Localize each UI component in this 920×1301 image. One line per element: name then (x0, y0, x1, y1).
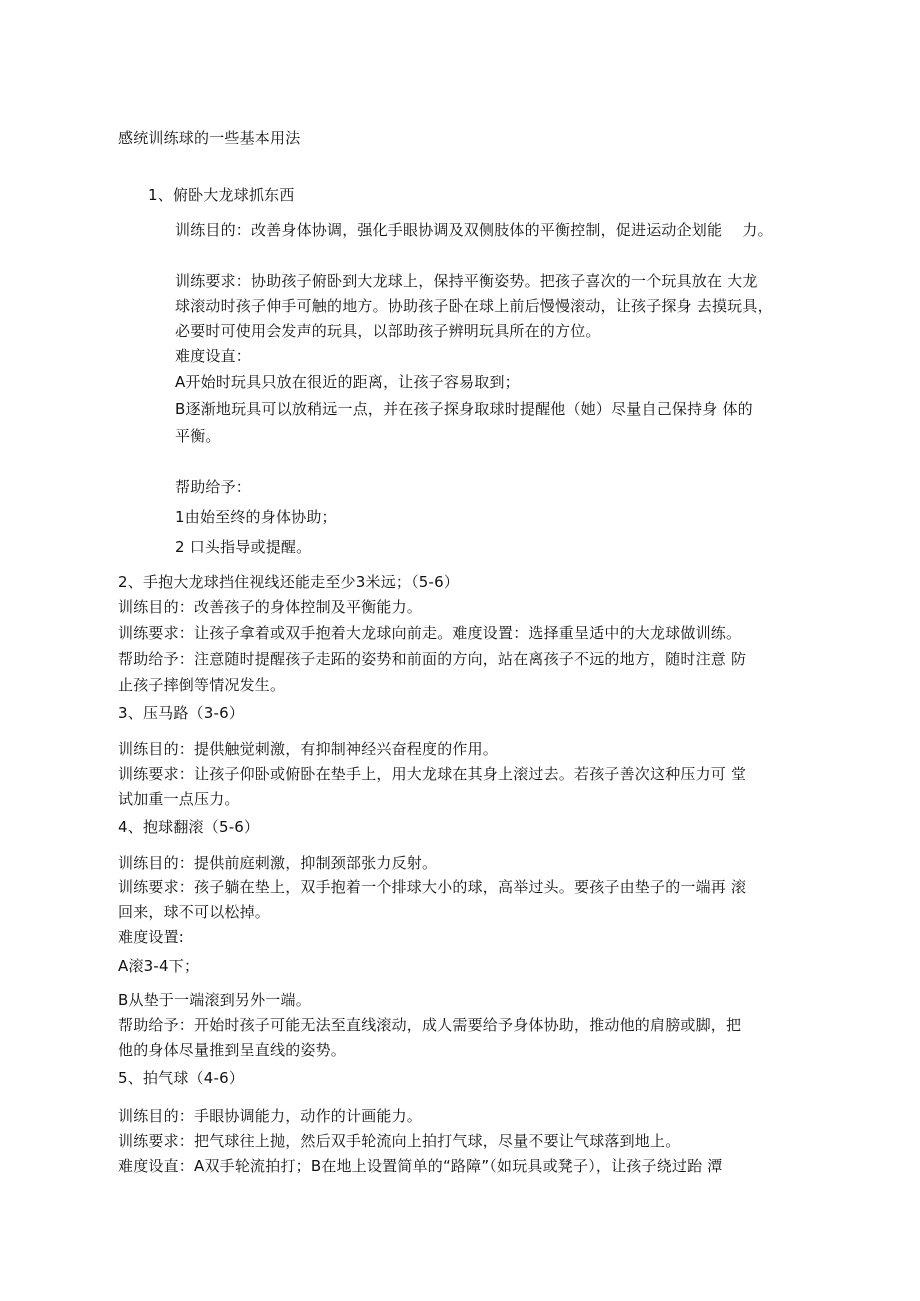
section-3-requirement-line-1: 训练要求：让孩子仰卧或俯卧在垫手上，用大龙球在其身上滚过去。若孩子善次这种压力可 堂 (118, 765, 747, 783)
section-4-difficulty-a: A滚3-4下； (118, 957, 200, 975)
section-5-heading: 5、拍气球（4-6） (118, 1069, 245, 1087)
section-5-requirement: 训练要求：把气球往上抛，然后双手轮流向上拍打气球，尽量不要让气球落到地上。 (118, 1132, 681, 1150)
section-3-purpose: 训练目的：提供触觉刺激，有抑制神经兴奋程度的作用。 (118, 740, 499, 758)
section-1-requirement-line-1: 训练要求：协助孩子俯卧到大龙球上，保持平衡姿势。把孩子喜次的一个玩具放在 大龙 (175, 272, 758, 290)
section-4-requirement-line-2: 回来，球不可以松掉。 (118, 903, 271, 921)
section-1-requirement-line-3: 必要时可使用会发声的玩具，以部助孩子辨明玩具所在的方位。 (175, 322, 601, 340)
section-3-requirement-line-2: 试加重一点压力。 (118, 790, 240, 808)
section-4-heading: 4、抱球翻滚（5-6） (118, 818, 260, 836)
section-4-help-line-1: 帮助给予：开始时孩子可能无法至直线滚动，成人需要给予身体协助，推动他的肩膀或脚，把 (118, 1016, 742, 1034)
section-1-difficulty-label: 难度设直： (175, 347, 252, 365)
section-1-help-label: 帮助给予： (175, 478, 252, 496)
section-4-purpose: 训练目的：提供前庭刺激，抑制颈部张力反射。 (118, 854, 438, 872)
section-4-difficulty-b: B从垫于一端滚到另外一端。 (118, 991, 311, 1009)
section-1-difficulty-b-line-2: 平衡。 (175, 427, 221, 445)
section-1-difficulty-b-line-1: B逐渐地玩具可以放稍远一点，并在孩子探身取球时提醒他（她）尽量自己保持身 体的 (175, 400, 753, 418)
section-3-heading: 3、压马路（3-6） (118, 704, 245, 722)
section-5-difficulty: 难度设直：A双手轮流拍打；B在地上设置简单的“路障”（如玩具或凳子），让孩子绕过跆 潭 (118, 1157, 723, 1175)
section-2-help-line-1: 帮助给予：注意随时提醒孩子走跖的姿势和前面的方向，站在离孩子不远的地方，随时注意 防 (118, 650, 747, 668)
section-5-purpose: 训练目的：手眼协调能力，动作的计画能力。 (118, 1107, 423, 1125)
section-2-requirement: 训练要求：让孩子拿着或双手抱着大龙球向前走。难度设置：选择重呈适中的大龙球做训练。 (118, 624, 742, 642)
section-1-purpose: 训练目的：改善身体协调，强化手眼协调及双侧肢体的平衡控制，促进运动企划能 力。 (175, 221, 773, 239)
section-1-help-2: 2 口头指导或提醒。 (175, 538, 312, 556)
section-2-purpose: 训练目的：改善孩子的身体控制及平衡能力。 (118, 598, 423, 616)
section-2-heading: 2、手抱大龙球挡住视线还能走至少3米远；（5-6） (118, 573, 460, 591)
section-1-requirement-line-2: 球滚动时孩子伸手可触的地方。协助孩子卧在球上前后慢慢滚动，让孩子探身 去摸玩具， (175, 297, 773, 315)
section-1-heading: 1、俯卧大龙球抓东西 (148, 186, 295, 204)
section-1-difficulty-a: A开始时玩具只放在很近的距离，让孩子容易取到； (175, 373, 520, 391)
section-2-help-line-2: 止孩子摔倒等情况发生。 (118, 676, 286, 694)
section-1-help-1: 1由始至终的身体协助； (175, 508, 337, 526)
section-4-difficulty-label: 难度设置: (118, 928, 185, 946)
section-4-requirement-line-1: 训练要求：孩子躺在垫上，双手抱着一个排球大小的球，高举过头。要孩子由垫子的一端再 滚 (118, 878, 747, 896)
document-title: 感统训练球的一些基本用法 (118, 129, 301, 147)
section-4-help-line-2: 他的身体尽量推到呈直线的姿势。 (118, 1041, 347, 1059)
